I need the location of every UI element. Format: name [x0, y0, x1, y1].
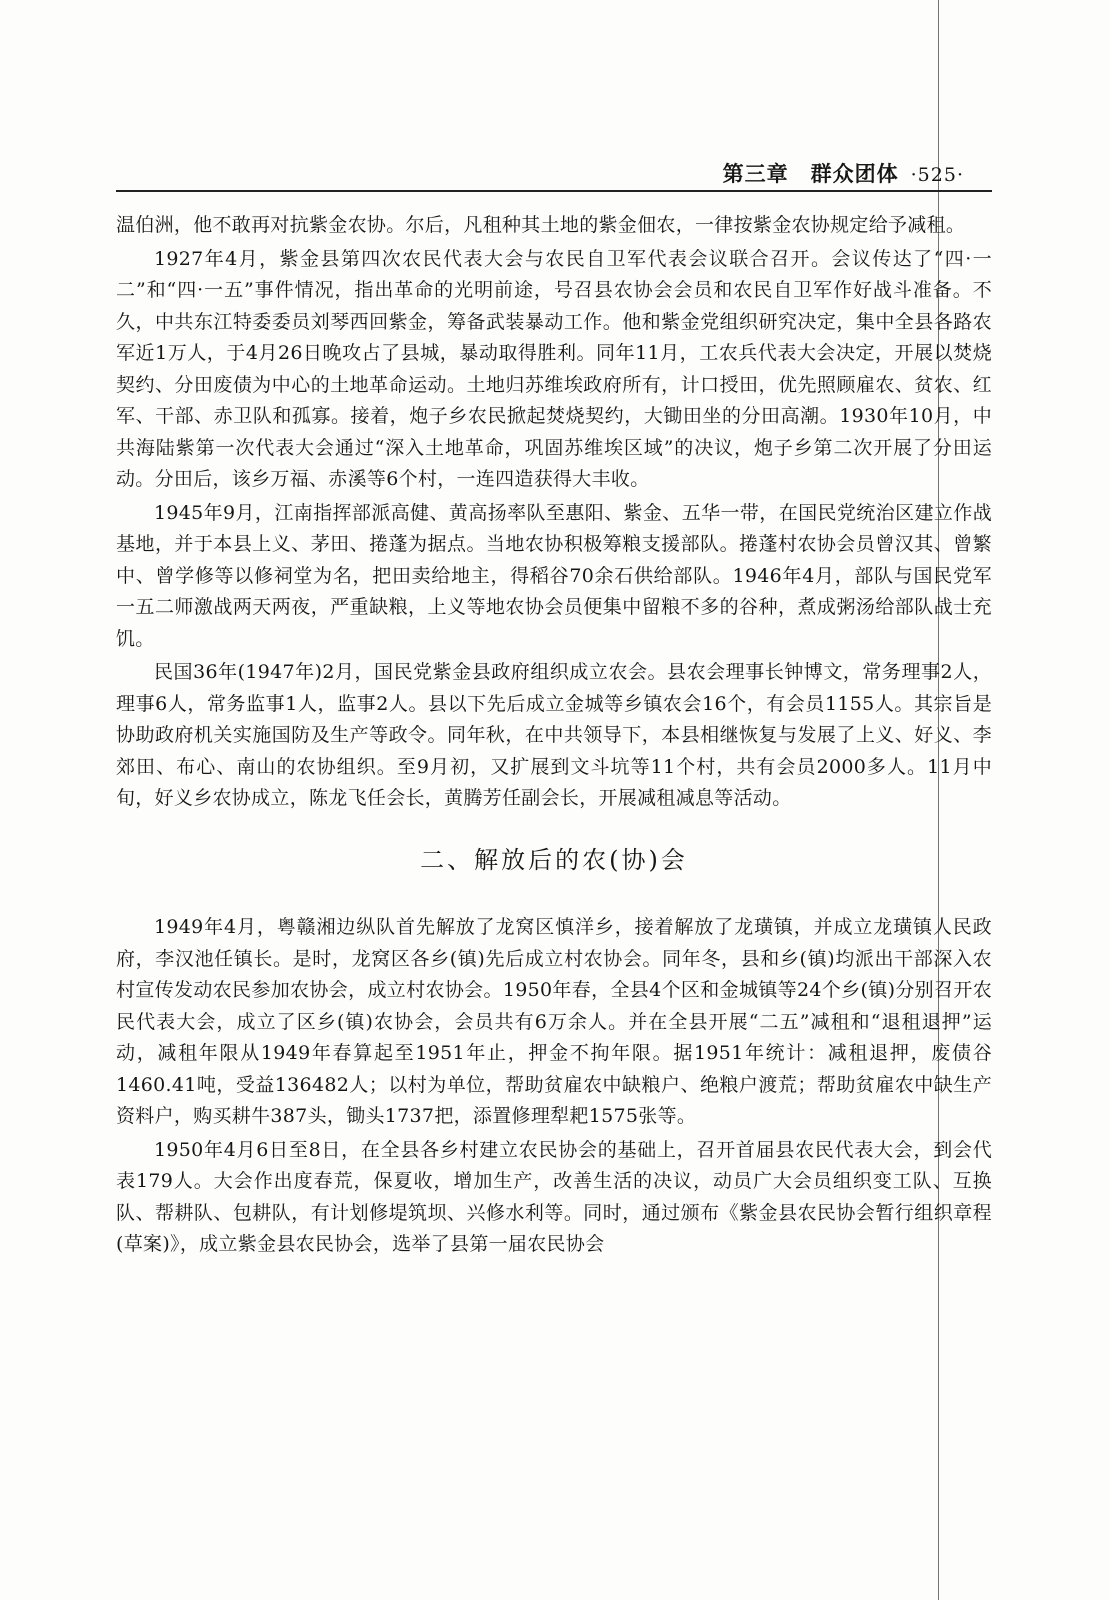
paragraph: 1949年4月，粤赣湘边纵队首先解放了龙窝区慎洋乡，接着解放了龙璜镇，并成立龙璜镇人民政府，李汉池任镇长。是时，龙窝区各乡(镇)先后成立村农协会。同年冬，县和乡(镇)均派出干部深入农村宣传发动农民参加农协会，成立村农协会。1950年春，全县4个区和金城镇等24个乡(镇)分别召开农民代表大会，成立了区乡(镇)农协会，会员共有6万余人。并在全县开展“二五”减租和“退租退押”运动，减租年限从1949年春算起至1951年止，押金不拘年限。据1951年统计：减租退押，废债谷1460.41吨，受益136482人；以村为单位，帮助贫雇农中缺粮户、绝粮户渡荒；帮助贫雇农中缺生产资料户，购买耕牛387头，锄头1737把，添置修理犁耙1575张等。 [116, 916, 992, 1127]
section-heading: 二、解放后的农(协)会 [420, 845, 688, 874]
paragraph: 民国36年(1947年)2月，国民党紫金县政府组织成立农会。县农会理事长钟博文，常务理事2人，理事6人，常务监事1人，监事2人。县以下先后成立金城等乡镇农会16个，有会员1155人。其宗旨是协助政府机关实施国防及生产等政令。同年秋，在中共领导下，本县相继恢复与发展了上义、好义、李郊田、布心、南山的农协组织。至9月初，又扩展到文斗坑等11个村，共有会员2000多人。11月中旬，好义乡农协成立，陈龙飞任会长，黄腾芳任副会长，开展减租减息等活动。 [116, 661, 992, 809]
paragraph: 1950年4月6日至8日，在全县各乡村建立农民协会的基础上，召开首届县农民代表大会，到会代表179人。大会作出度春荒，保夏收，增加生产，改善生活的决议，动员广大会员组织变工队、互换队、帮耕队、包耕队，有计划修堤筑坝、兴修水利等。同时，通过颁布《紫金县农民协会暂行组织章程(草案)》，成立紫金县农民协会，选举了县第一届农民协会 [116, 1138, 992, 1255]
chapter-label: 第三章 [722, 162, 789, 186]
paragraph: 1945年9月，江南指挥部派高健、黄高扬率队至惠阳、紫金、五华一带，在国民党统治区建立作战基地，并于本县上义、茅田、捲蓬为据点。当地农协积极筹粮支援部队。捲蓬村农协会员曾汉其、曾繁中、曾学修等以修祠堂为名，把田卖给地主，得稻谷70余石供给部队。1946年4月，部队与国民党军一五二师激战两天两夜，严重缺粮，上义等地农协会员便集中留粮不多的谷种，煮成粥汤给部队战士充饥。 [116, 501, 992, 650]
running-header [116, 156, 992, 192]
paragraph: 温伯洲，他不敢再对抗紫金农协。尔后，凡租种其土地的紫金佃农，一律按紫金农协规定给予减租。 [116, 214, 966, 236]
header-right [723, 158, 964, 188]
body-text [116, 210, 992, 1263]
page-number: ·525· [910, 164, 964, 186]
chapter-title: 群众团体 [810, 162, 899, 186]
paragraph: 1927年4月，紫金县第四次农民代表大会与农民自卫军代表会议联合召开。会议传达了“四·一二”和“四·一五”事件情况，指出革命的光明前途，号召县农协会会员和农民自卫军作好战斗准备。不久，中共东江特委委员刘琴西回紫金，筹备武装暴动工作。他和紫金党组织研究决定，集中全县各路农军近1万人，于4月26日晚攻占了县城，暴动取得胜利。同年11月，工农兵代表大会决定，开展以焚烧契约、分田废债为中心的土地革命运动。土地归苏维埃政府所有，计口授田，优先照顾雇农、贫农、红军、干部、赤卫队和孤寡。接着，炮子乡农民掀起焚烧契约，大锄田坐的分田高潮。1930年10月，中共海陆紫第一次代表大会通过“深入土地革命，巩固苏维埃区域”的决议，炮子乡第二次开展了分田运动。分田后，该乡万福、赤溪等6个村，一连四造获得大丰收。 [116, 247, 992, 490]
